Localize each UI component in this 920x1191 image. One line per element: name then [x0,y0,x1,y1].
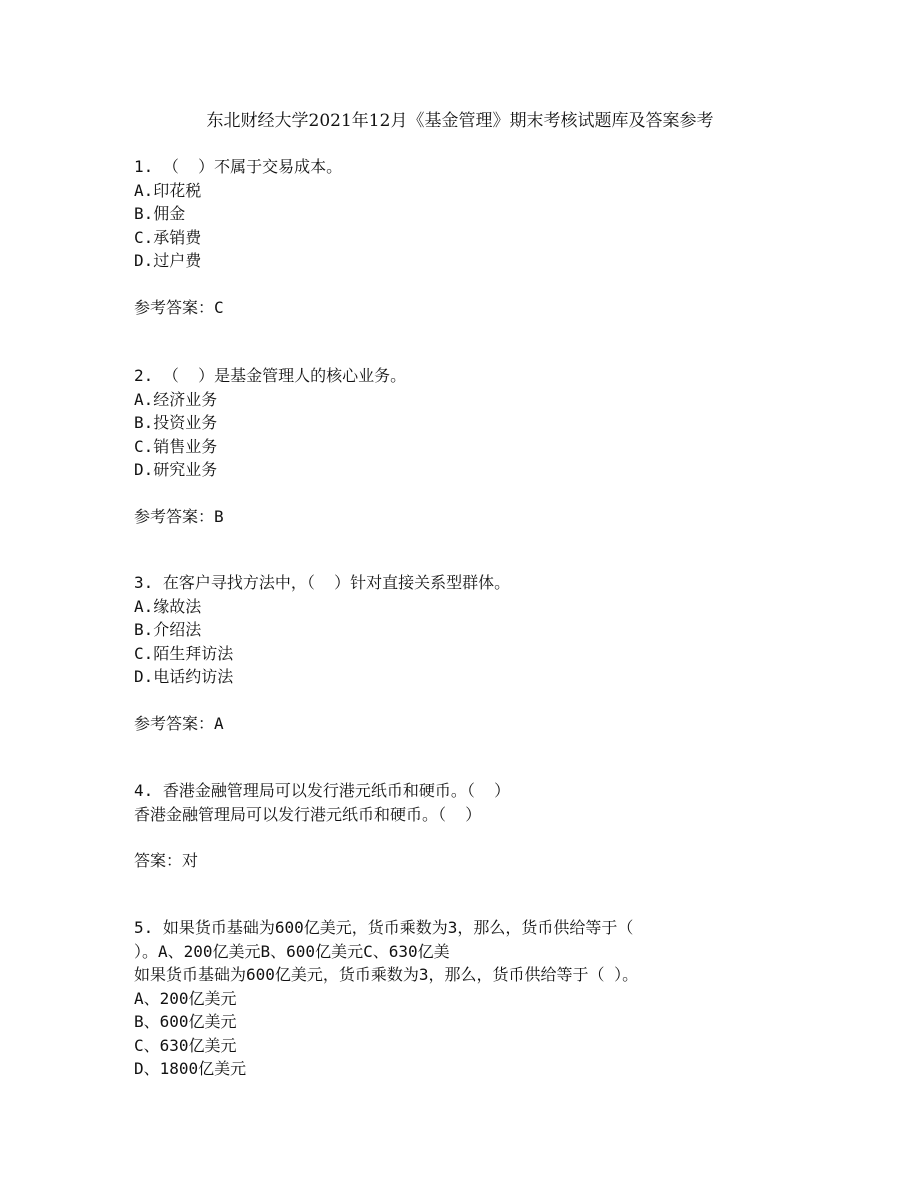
option-c: C.销售业务 [134,436,218,456]
question-stem-line-1: 5. 如果货币基础为600亿美元，货币乘数为3，那么，货币供给等于（ [134,918,634,937]
option-a: A、200亿美元 [134,988,237,1008]
option-b: B.介绍法 [134,620,202,639]
option-d: D.研究业务 [134,460,218,479]
answer-3: 参考答案：A [134,714,224,733]
answer-1: 参考答案：C [134,298,224,317]
question-repeat: 香港金融管理局可以发行港元纸币和硬币。（ ） [134,804,482,824]
option-d: D.过户费 [134,251,202,270]
question-stem: 1. （ ）不属于交易成本。 [134,157,343,176]
question-2 [134,364,754,482]
document-title: 东北财经大学2021年12月《基金管理》期末考核试题库及答案参考 [206,111,714,131]
option-b: B、600亿美元 [134,1012,237,1031]
option-a: A.缘故法 [134,596,202,616]
answer-2: 参考答案：B [134,507,224,526]
question-stem: 2. （ ）是基金管理人的核心业务。 [134,366,407,385]
question-1 [134,155,754,273]
option-b: B.投资业务 [134,413,218,432]
answer-4: 答案：对 [134,851,199,870]
question-3 [134,571,754,689]
option-c: C.陌生拜访法 [134,643,234,663]
question-4 [134,779,754,826]
question-stem: 3. 在客户寻找方法中，（ ）针对直接关系型群体。 [134,573,511,592]
option-d: D.电话约访法 [134,667,234,686]
option-d: D、1800亿美元 [134,1059,247,1078]
option-c: C、630亿美元 [134,1035,237,1055]
question-stem: 4. 香港金融管理局可以发行港元纸币和硬币。（ ） [134,781,511,800]
option-c: C.承销费 [134,227,202,247]
option-a: A.印花税 [134,180,202,200]
option-a: A.经济业务 [134,389,218,409]
option-b: B.佣金 [134,204,186,223]
question-stem-line-2: ）。A、200亿美元B、600亿美元C、630亿美 [134,941,450,961]
question-5 [134,916,754,1081]
question-repeat: 如果货币基础为600亿美元，货币乘数为3，那么，货币供给等于（ ）。 [134,965,639,984]
